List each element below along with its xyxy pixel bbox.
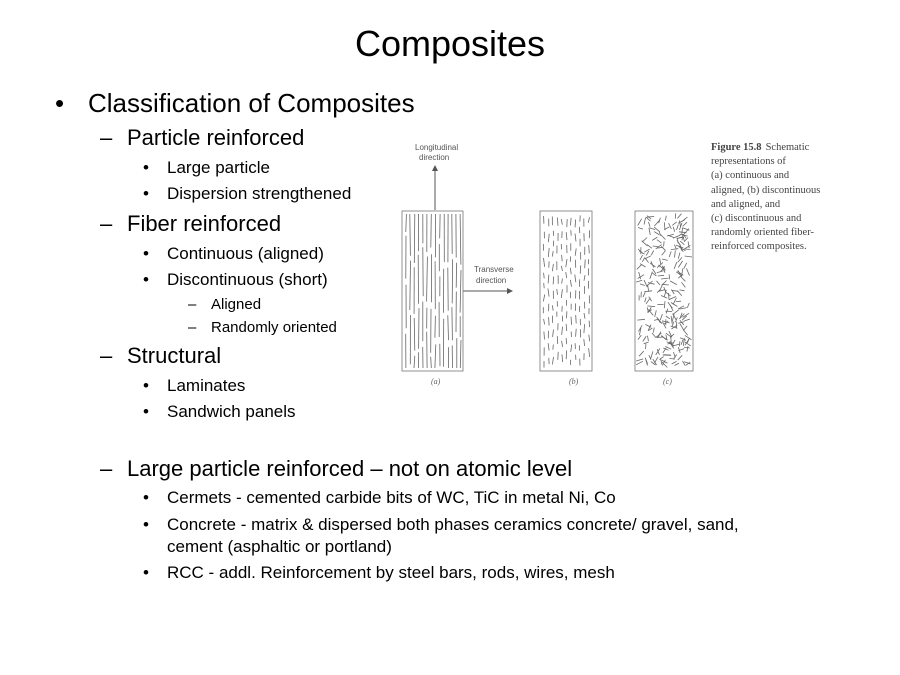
- fiber-mark: [435, 316, 436, 338]
- fiber-mark: [661, 235, 666, 240]
- caption-line: (a) continuous and: [711, 170, 790, 182]
- bullet-large-particle: Large particle: [167, 158, 271, 177]
- fiber-mark: [661, 278, 669, 279]
- transverse-label-2: direction: [476, 276, 507, 285]
- fibers-continuous: [406, 214, 461, 368]
- fiber-mark: [682, 217, 688, 222]
- fiber-mark: [646, 251, 649, 256]
- fiber-mark: [561, 219, 562, 225]
- fiber-mark: [575, 220, 576, 228]
- dash-marker: –: [188, 319, 197, 336]
- fiber-mark: [562, 255, 563, 261]
- fiber-mark: [637, 265, 642, 270]
- bullet-marker: •: [143, 244, 149, 263]
- bullet-particle-reinforced: Particle reinforced: [127, 125, 305, 150]
- fiber-mark: [672, 222, 676, 226]
- bullet-aligned: Aligned: [211, 296, 262, 313]
- fiber-mark: [548, 343, 549, 350]
- fiber-mark: [644, 249, 650, 252]
- fiber-mark: [674, 262, 677, 269]
- fiber-mark: [687, 268, 690, 275]
- fiber-mark: [548, 288, 549, 296]
- fiber-mark: [644, 342, 649, 344]
- fiber-mark: [576, 315, 577, 324]
- fiber-mark: [681, 277, 686, 282]
- longitudinal-label-2: direction: [419, 153, 450, 162]
- fiber-mark: [665, 292, 671, 296]
- fiber-mark: [659, 357, 663, 360]
- fiber-mark: [642, 238, 647, 242]
- dash-marker: –: [100, 211, 113, 236]
- fiber-mark: [664, 241, 665, 246]
- fiber-mark: [651, 351, 653, 358]
- bullet-dispersion: Dispersion strengthened: [167, 184, 352, 203]
- bullet-marker: •: [143, 488, 149, 507]
- fiber-mark: [671, 249, 679, 250]
- fiber-mark: [585, 260, 586, 269]
- fiber-mark: [684, 347, 690, 348]
- figure-caption: [711, 141, 841, 255]
- bullet-classification: Classification of Composites: [88, 88, 415, 118]
- fiber-mark: [660, 258, 661, 265]
- fiber-mark: [557, 218, 558, 226]
- bullet-marker: •: [143, 515, 149, 534]
- fiber-mark: [561, 266, 562, 271]
- fiber-mark: [589, 245, 590, 253]
- bullet-structural: Structural: [127, 343, 222, 368]
- fiber-mark: [671, 316, 672, 324]
- caption-line: reinforced composites.: [711, 241, 807, 253]
- fiber-mark: [684, 238, 688, 242]
- bullet-marker: •: [143, 158, 149, 177]
- fiber-mark: [549, 317, 550, 326]
- fiber-mark: [645, 256, 651, 259]
- fiber-mark: [575, 275, 576, 283]
- bullet-rcc: RCC - addl. Reinforcement by steel bars, rods, wires, mesh: [167, 563, 615, 582]
- fiber-mark: [650, 263, 655, 267]
- fiber-mark: [653, 246, 659, 247]
- panel-a: [402, 211, 463, 371]
- bullet-marker: •: [143, 184, 149, 203]
- fiber-mark: [414, 214, 415, 263]
- fiber-mark: [682, 228, 683, 234]
- fiber-mark: [649, 228, 655, 230]
- fiber-mark: [674, 352, 676, 357]
- fiber-mark: [687, 346, 688, 351]
- fiber-mark: [636, 359, 643, 361]
- fiber-mark: [636, 361, 643, 365]
- fiber-mark: [662, 259, 668, 260]
- fiber-mark: [639, 351, 644, 356]
- fiber-mark: [637, 319, 645, 320]
- fiber-mark: [571, 317, 572, 325]
- bullet-cermets: Cermets - cemented carbide bits of WC, TiC in metal Ni, Co: [167, 488, 616, 507]
- fiber-mark: [655, 310, 657, 317]
- fiber-mark: [544, 273, 545, 279]
- caption-line: (c) discontinuous and: [711, 213, 802, 225]
- caption-line: and aligned, and: [711, 198, 781, 210]
- fiber-mark: [589, 348, 590, 357]
- fiber-mark: [584, 275, 585, 281]
- fiber-mark: [673, 310, 679, 315]
- caption-line: Schematic: [765, 142, 810, 153]
- fiber-mark: [665, 216, 666, 221]
- fiber-mark: [553, 329, 554, 337]
- fiber-mark: [643, 292, 645, 297]
- fiber-mark: [651, 251, 654, 256]
- dash-marker: –: [100, 125, 113, 150]
- fiber-mark: [566, 338, 567, 344]
- fiber-mark: [673, 298, 676, 305]
- fiber-mark: [566, 272, 567, 278]
- fiber-mark: [664, 301, 665, 308]
- fiber-mark: [657, 281, 661, 285]
- fiber-mark: [648, 222, 650, 227]
- fiber-mark: [660, 285, 663, 290]
- fiber-mark: [566, 232, 567, 240]
- bullet-random: Randomly oriented: [211, 319, 337, 336]
- dash-marker: –: [100, 456, 113, 481]
- caption-line: randomly oriented fiber-: [711, 227, 815, 239]
- fiber-mark: [643, 336, 646, 341]
- fiber-mark: [552, 305, 553, 310]
- fiber-mark: [684, 263, 687, 269]
- label-b: (b): [569, 377, 579, 386]
- bullet-laminates: Laminates: [167, 376, 246, 395]
- fiber-mark: [562, 279, 563, 284]
- fiber-mark: [460, 340, 461, 368]
- fiber-mark: [410, 261, 411, 310]
- fiber-mark: [687, 303, 689, 308]
- fiber-mark: [452, 307, 453, 340]
- fiber-mark: [680, 324, 684, 330]
- fiber-mark: [664, 222, 665, 230]
- fiber-mark: [672, 361, 677, 364]
- fiber-mark: [650, 272, 653, 279]
- fiber-mark: [544, 319, 545, 324]
- fiber-mark: [657, 263, 663, 268]
- fiber-mark: [675, 250, 676, 257]
- fiber-mark: [589, 321, 590, 328]
- fiber-mark: [570, 268, 571, 275]
- fiber-mark: [684, 326, 687, 330]
- fiber-mark: [681, 340, 683, 345]
- fiber-mark: [571, 218, 572, 226]
- fiber-mark: [680, 338, 686, 341]
- fiber-mark: [588, 217, 589, 223]
- bullet-marker: •: [143, 376, 149, 395]
- bullet-marker: •: [143, 402, 149, 421]
- bullet-sandwich: Sandwich panels: [167, 402, 296, 421]
- caption-line: representations of: [711, 156, 786, 168]
- bullet-marker: •: [143, 270, 149, 289]
- fiber-mark: [669, 251, 671, 257]
- fiber-mark: [552, 264, 553, 271]
- fiber-mark: [552, 251, 553, 257]
- figure-number: Figure 15.8: [711, 142, 762, 153]
- fiber-mark: [662, 251, 666, 256]
- fiber-mark: [645, 297, 646, 302]
- fiber-mark: [575, 234, 576, 242]
- fiber-mark: [652, 237, 657, 240]
- fiber-mark: [638, 275, 644, 279]
- fiber-mark: [677, 225, 679, 231]
- fiber-mark: [680, 241, 684, 244]
- fiber-mark: [584, 313, 585, 319]
- fiber-mark: [673, 340, 676, 344]
- bullet-marker: •: [143, 563, 149, 582]
- fiber-mark: [575, 248, 576, 255]
- fiber-mark: [460, 270, 461, 313]
- fiber-mark: [543, 295, 544, 302]
- bullet-discontinuous: Discontinuous (short): [167, 270, 328, 289]
- bullet-fiber-reinforced: Fiber reinforced: [127, 211, 282, 236]
- fibers-discontinuous-aligned: [543, 215, 589, 367]
- fiber-mark: [431, 214, 432, 248]
- fiber-mark: [663, 355, 671, 356]
- fiber-mark: [553, 277, 554, 285]
- fiber-mark: [644, 291, 652, 292]
- fiber-mark: [648, 336, 649, 341]
- fiber-mark: [584, 339, 585, 346]
- fiber-mark: [561, 289, 562, 298]
- fiber-mark: [669, 297, 676, 300]
- fiber-mark: [448, 315, 449, 340]
- fiber-mark: [636, 280, 642, 282]
- fiber-mark: [544, 258, 545, 267]
- label-a: (a): [431, 377, 441, 386]
- fiber-mark: [566, 324, 567, 331]
- fiber-mark: [435, 344, 436, 368]
- fiber-mark: [427, 257, 428, 302]
- fiber-mark: [548, 248, 549, 257]
- fiber-composite-figure: [395, 138, 705, 393]
- fibers-random: [636, 213, 692, 367]
- fiber-mark: [679, 341, 680, 346]
- fiber-mark: [647, 306, 655, 307]
- fiber-mark: [680, 290, 685, 291]
- fiber-mark: [652, 333, 656, 338]
- bullet-concrete-continued: cement (asphaltic or portland): [167, 537, 392, 556]
- fiber-mark: [644, 218, 645, 225]
- fiber-mark: [562, 327, 563, 335]
- fiber-mark: [660, 314, 662, 320]
- fiber-mark: [675, 363, 680, 365]
- fiber-mark: [685, 256, 692, 257]
- fiber-mark: [410, 214, 411, 256]
- fiber-mark: [544, 332, 545, 340]
- fiber-mark: [406, 214, 407, 232]
- fiber-mark: [678, 253, 680, 259]
- fiber-mark: [638, 335, 641, 340]
- fiber-mark: [669, 274, 670, 279]
- fiber-mark: [640, 255, 643, 260]
- fiber-mark: [657, 240, 662, 243]
- fiber-mark: [669, 223, 672, 229]
- fiber-mark: [683, 330, 688, 336]
- fiber-mark: [666, 316, 670, 319]
- transverse-label-1: Transverse: [474, 265, 514, 274]
- fiber-mark: [638, 249, 642, 253]
- fiber-mark: [654, 232, 659, 235]
- fiber-mark: [677, 214, 681, 219]
- fiber-mark: [682, 282, 686, 287]
- fiber-mark: [640, 284, 645, 286]
- fiber-mark: [677, 291, 682, 296]
- fiber-mark: [580, 265, 581, 273]
- fiber-mark: [658, 275, 664, 276]
- fiber-mark: [584, 324, 585, 333]
- fiber-mark: [431, 357, 432, 368]
- fiber-mark: [638, 219, 642, 226]
- fiber-mark: [589, 335, 590, 342]
- fiber-mark: [684, 319, 690, 321]
- fiber-mark: [642, 257, 645, 262]
- fiber-mark: [570, 280, 571, 287]
- bullet-marker: •: [55, 88, 65, 118]
- fiber-mark: [649, 228, 650, 235]
- fiber-mark: [544, 283, 545, 288]
- fiber-mark: [647, 245, 652, 249]
- fiber-mark: [678, 261, 682, 268]
- fiber-mark: [679, 232, 687, 233]
- caption-line: aligned, (b) discontinuous: [711, 184, 821, 196]
- fiber-mark: [571, 345, 572, 352]
- fiber-mark: [646, 344, 647, 350]
- fiber-mark: [644, 280, 647, 287]
- fiber-mark: [557, 289, 558, 295]
- fiber-mark: [642, 241, 648, 246]
- fiber-mark: [653, 328, 654, 333]
- label-c: (c): [663, 377, 672, 386]
- fiber-mark: [673, 227, 675, 232]
- fiber-mark: [670, 281, 677, 285]
- fiber-mark: [683, 222, 687, 226]
- fiber-mark: [460, 214, 461, 265]
- fiber-mark: [562, 341, 563, 347]
- slide-title: Composites: [354, 23, 546, 64]
- fiber-mark: [657, 271, 664, 273]
- fiber-mark: [661, 246, 665, 251]
- fiber-mark: [562, 354, 563, 362]
- fiber-mark: [414, 356, 415, 368]
- fiber-mark: [662, 284, 669, 285]
- fiber-mark: [414, 318, 415, 351]
- fiber-mark: [678, 355, 683, 360]
- dash-marker: –: [100, 343, 113, 368]
- fiber-mark: [576, 329, 577, 337]
- fiber-mark: [638, 228, 643, 230]
- bullet-continuous: Continuous (aligned): [167, 244, 324, 263]
- fiber-mark: [552, 357, 553, 365]
- bullet-large-particle-reinforced: Large particle reinforced – not on atomic level: [127, 456, 573, 481]
- fiber-mark: [548, 275, 549, 284]
- fiber-mark: [685, 335, 692, 339]
- fiber-mark: [661, 335, 666, 340]
- fiber-mark: [566, 259, 567, 267]
- longitudinal-label-1: Longitudinal: [415, 143, 459, 152]
- bullet-concrete: Concrete - matrix & dispersed both phases ceramics concrete/ gravel, sand,: [167, 515, 739, 534]
- dash-marker: –: [188, 296, 197, 313]
- fiber-mark: [548, 234, 549, 242]
- fiber-mark: [661, 359, 662, 365]
